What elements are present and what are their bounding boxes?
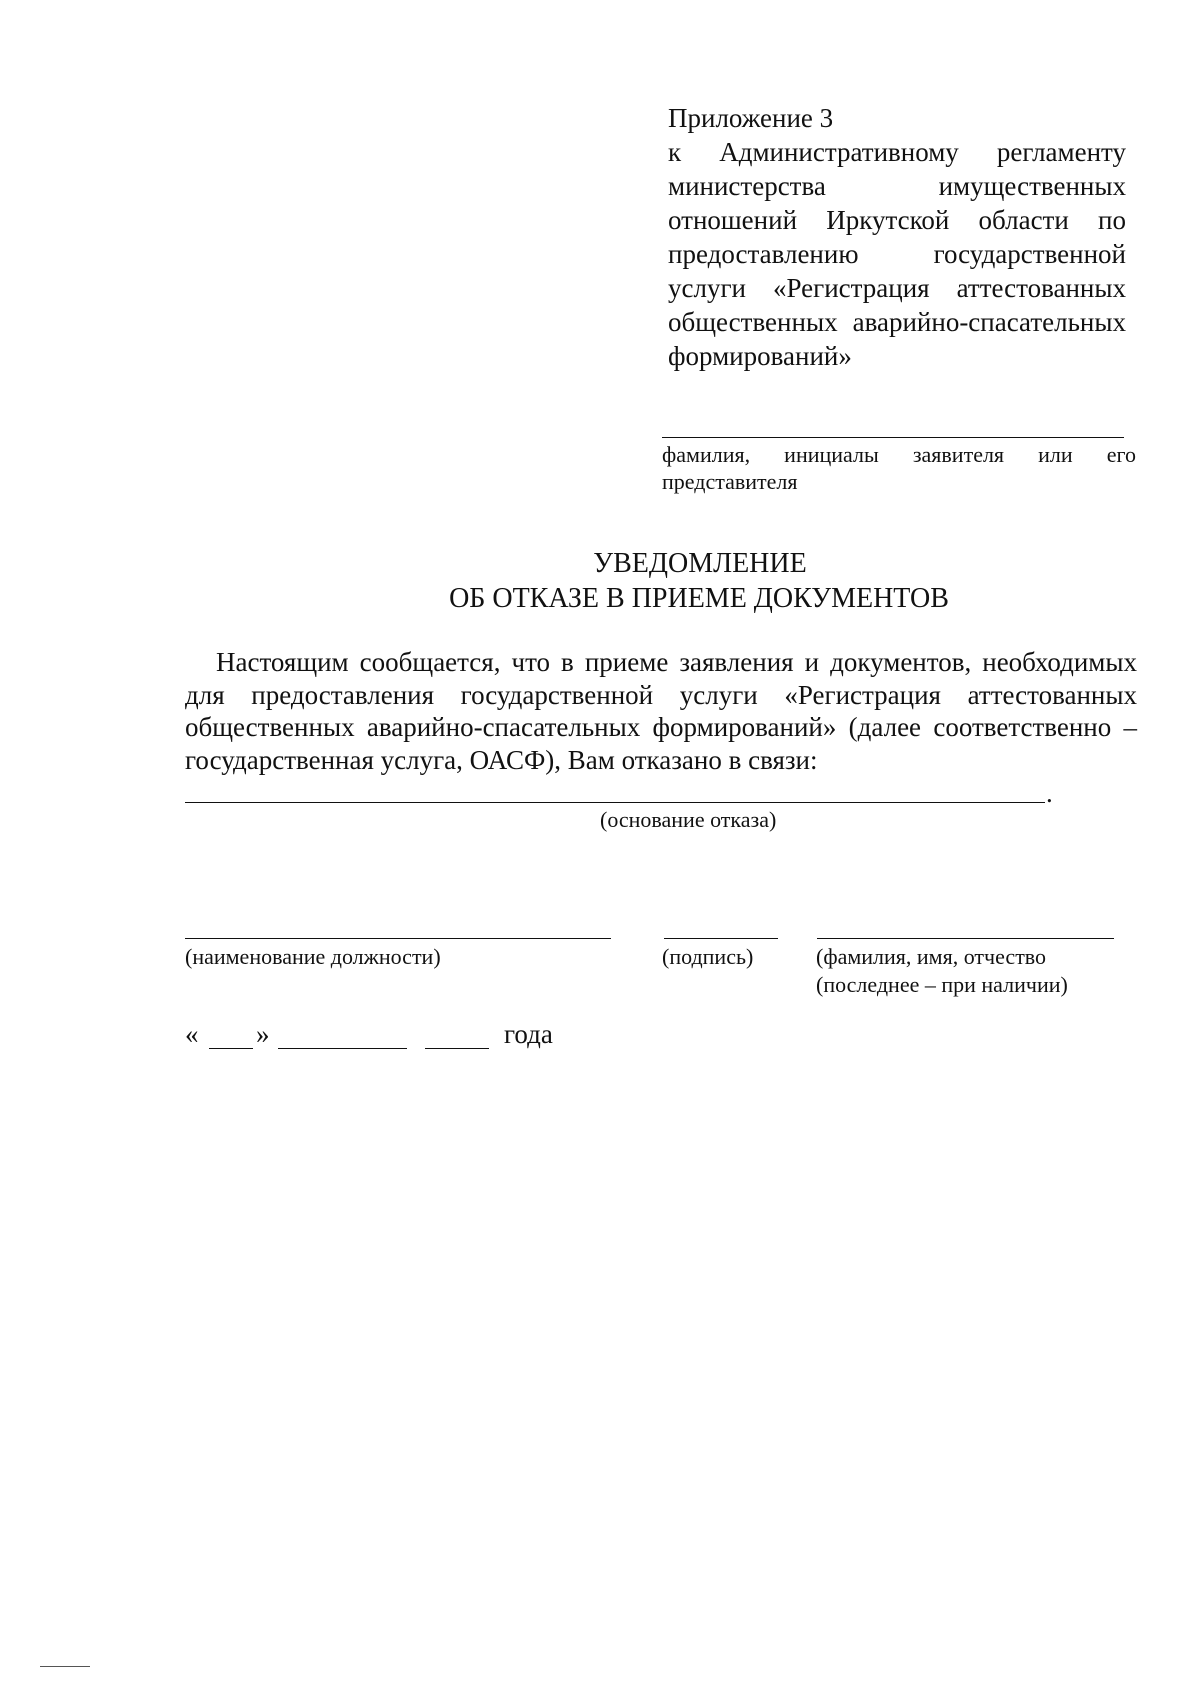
appendix-body: к Административному регламенту министерства имущественных отношений Иркутской области по предоставлению государственной услуги «Регистрация аттестованных общественных аварийно-спасательных формирований»	[668, 137, 1126, 371]
date-day-fill-line	[209, 1048, 253, 1049]
notice-paragraph: Настоящим сообщается, что в приеме заявления и документов, необходимых для предоставления государственной услуги «Регистрация аттестованных общественных аварийно-спасательных формирований» (далее соответственно – государственная услуга, ОАСФ), Вам отказано в связи:	[185, 647, 1137, 775]
position-fill-line	[185, 938, 611, 939]
footer-rule	[40, 1666, 90, 1667]
applicant-caption: фамилия, инициалы заявителя или его представителя	[662, 442, 1136, 494]
date-year-fill-line	[425, 1048, 489, 1049]
reason-end-mark: .	[1046, 778, 1053, 808]
appendix-block	[668, 101, 1126, 373]
document-subtitle: ОБ ОТКАЗЕ В ПРИЕМЕ ДОКУМЕНТОВ	[449, 583, 949, 614]
full-name-caption-note: (последнее – при наличии)	[816, 972, 1068, 997]
applicant-fill-line	[662, 437, 1124, 438]
appendix-title: Приложение 3	[668, 103, 834, 133]
full-name-fill-line	[817, 938, 1114, 939]
signature-caption: (подпись)	[662, 944, 754, 969]
signature-fill-line	[664, 938, 778, 939]
reason-fill-line	[185, 802, 1045, 803]
full-name-caption: (фамилия, имя, отчество	[816, 944, 1047, 969]
date-open-quote: «	[185, 1019, 199, 1049]
date-month-fill-line	[278, 1048, 407, 1049]
document-title: УВЕДОМЛЕНИЕ	[593, 548, 807, 579]
date-close-quote: »	[256, 1019, 270, 1049]
position-caption: (наименование должности)	[185, 944, 441, 969]
date-year-word: года	[504, 1019, 553, 1049]
reason-caption: (основание отказа)	[600, 807, 777, 832]
